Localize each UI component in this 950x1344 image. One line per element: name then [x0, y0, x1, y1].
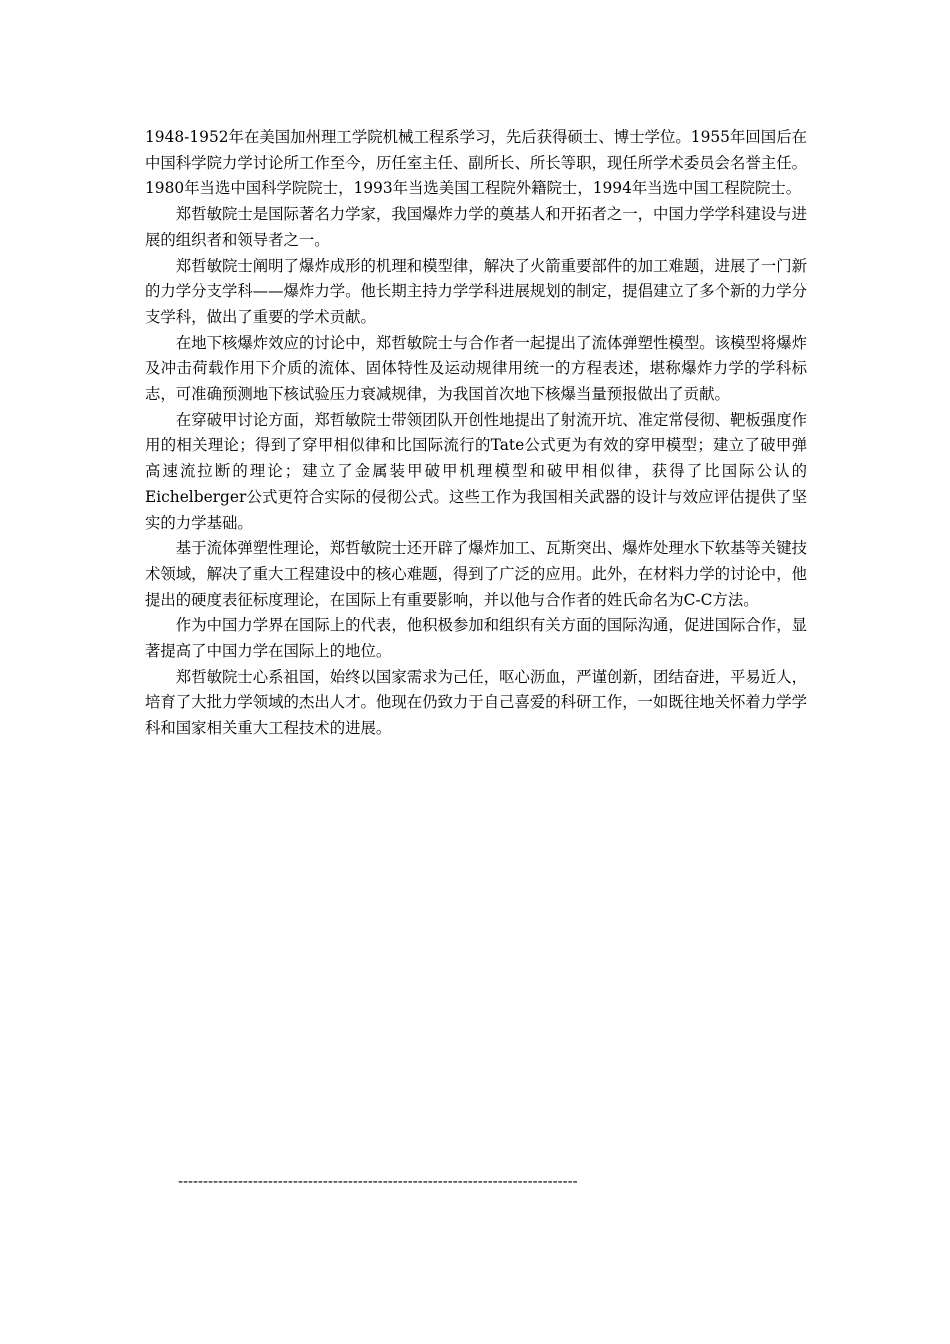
separator-line: -------------------------------------------------------------------------------- — [178, 1173, 578, 1190]
paragraph-intro: 郑哲敏院士是国际著名力学家，我国爆炸力学的奠基人和开拓者之一，中国力学学科建设与进展的组织者和领导者之一。 — [145, 205, 807, 249]
paragraph-engineering-applications: 基于流体弹塑性理论，郑哲敏院士还开辟了爆炸加工、瓦斯突出、爆炸处理水下软基等关键技术领域，解决了重大工程建设中的核心难题，得到了广泛的应用。此外，在材料力学的讨论中，他提出的硬度表征标度理论，在国际上有重要影响，并以他与合作者的姓氏命名为C-C方法。 — [145, 539, 807, 609]
paragraph-armor-penetration: 在穿破甲讨论方面，郑哲敏院士带领团队开创性地提出了射流开坑、准定常侵彻、靶板强度作用的相关理论；得到了穿甲相似律和比国际流行的Tate公式更为有效的穿甲模型；建立了破甲弹高速流拉断的理论；建立了金属装甲破甲机理模型和破甲相似律，获得了比国际公认的Eichelberger公式更符合实际的侵彻公式。这些工作为我国相关武器的设计与效应评估提供了坚实的力学基础。 — [145, 410, 807, 532]
paragraph-underground-nuclear: 在地下核爆炸效应的讨论中，郑哲敏院士与合作者一起提出了流体弹塑性模型。该模型将爆炸及冲击荷载作用下介质的流体、固体特性及运动规律用统一的方程表述，堪称爆炸力学的学科标志，可准确预测地下核试验压力衰减规律，为我国首次地下核爆当量预报做出了贡献。 — [145, 333, 807, 404]
paragraph-legacy: 郑哲敏院士心系祖国，始终以国家需求为己任，呕心沥血，严谨创新，团结奋进，平易近人，培育了大批力学领域的杰出人才。他现在仍致力于自己喜爱的科研工作，一如既往地关怀着力学学科和国家相关重大工程技术的进展。 — [145, 667, 807, 738]
paragraph-biography: 1948-1952年在美国加州理工学院机械工程系学习，先后获得硕士、博士学位。1955年回国后在中国科学院力学讨论所工作至今，历任室主任、副所长、所长等职，现任所学术委员会名誉主任。1980年当选中国科学院院士，1993年当选美国工程院外籍院士，1994年当选中国工程院院士。 — [145, 128, 807, 198]
document-body — [145, 125, 807, 742]
paragraph-international: 作为中国力学界在国际上的代表，他积极参加和组织有关方面的国际沟通，促进国际合作，显著提高了中国力学在国际上的地位。 — [145, 616, 807, 661]
paragraph-explosion-mechanics: 郑哲敏院士阐明了爆炸成形的机理和模型律，解决了火箭重要部件的加工难题，进展了一门新的力学分支学科——爆炸力学。他长期主持力学学科进展规划的制定，提倡建立了多个新的力学分支学科，做出了重要的学术贡献。 — [145, 256, 807, 326]
